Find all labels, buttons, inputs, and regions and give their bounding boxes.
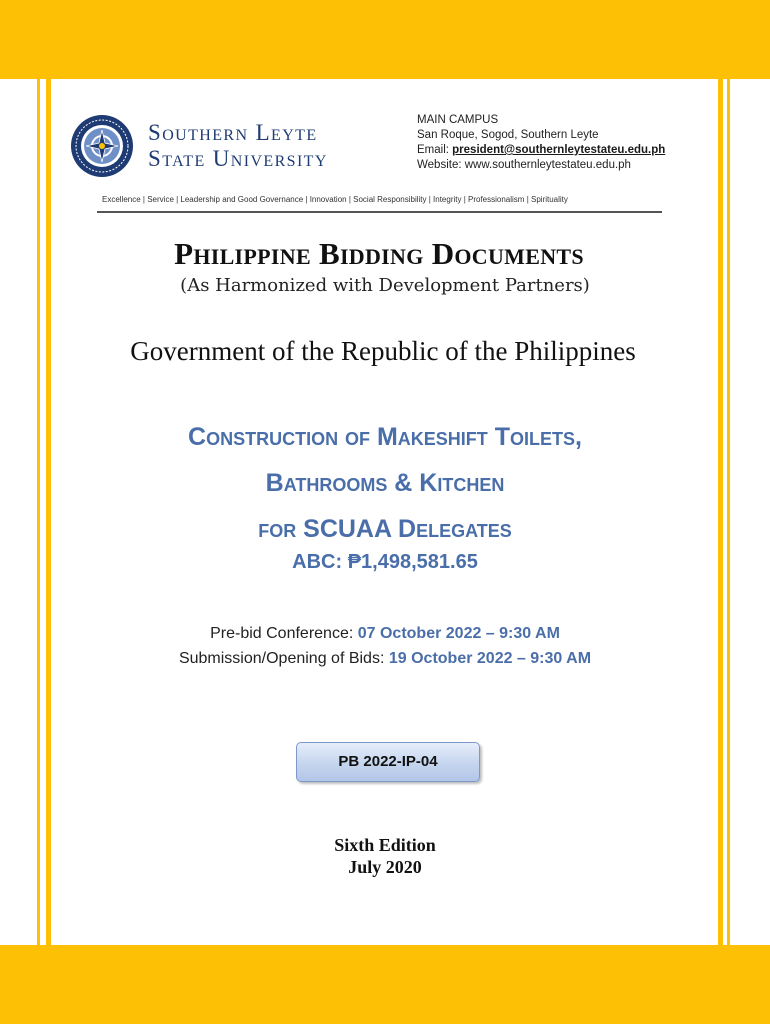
website-link[interactable]: www.southernleytestateu.edu.ph [464, 159, 631, 171]
document-subtitle: (As Harmonized with Development Partners) [180, 275, 590, 296]
header-divider [97, 211, 662, 213]
email-link[interactable]: president@southernleytestateu.edu.ph [452, 144, 666, 156]
submission-label: Submission/Opening of Bids: [178, 650, 385, 667]
university-seal-logo [70, 114, 134, 178]
university-name-line2: State University [148, 146, 328, 171]
reference-code-badge: PB 2022-IP-04 [296, 742, 480, 782]
document-title [0, 236, 770, 272]
website-line [417, 158, 665, 173]
email-line [417, 143, 665, 158]
project-title-line3: for SCUAA Delegates [258, 515, 512, 543]
campus-address: San Roque, Sogod, Southern Leyte [417, 129, 599, 141]
website-label: Website: [417, 159, 462, 171]
core-values: Excellence | Service | Leadership and Good Governance | Innovation | Social Responsibility | Integrity | Professionalism | Spirituality [102, 195, 568, 204]
bid-submission [0, 650, 770, 668]
campus-label: MAIN CAMPUS [417, 114, 499, 126]
government-name-text: Government of the Republic of the Philippines [130, 336, 636, 366]
prebid-label: Pre-bid Conference: [210, 625, 354, 642]
document-title-text: Philippine Bidding Documents [174, 236, 584, 271]
edition-date: July 2020 [348, 857, 422, 877]
government-name [0, 336, 770, 367]
project-title-line1: Construction of Makeshift Toilets, [188, 423, 582, 451]
university-name-line1: Southern Leyte [148, 120, 318, 145]
project-title [0, 414, 770, 552]
university-name [148, 120, 328, 172]
email-label: Email: [417, 144, 449, 156]
top-border-band [0, 0, 770, 79]
submission-date: 19 October 2022 – 9:30 AM [388, 650, 592, 667]
project-title-line2: Bathrooms & Kitchen [265, 469, 505, 497]
bottom-border-band [0, 945, 770, 1024]
campus-contact-block [417, 113, 665, 173]
approved-budget: ABC: ₱1,498,581.65 [292, 551, 478, 573]
prebid-conference [0, 625, 770, 643]
edition-block [0, 834, 770, 878]
edition-name: Sixth Edition [334, 835, 436, 855]
prebid-date: 07 October 2022 – 9:30 AM [357, 625, 560, 642]
